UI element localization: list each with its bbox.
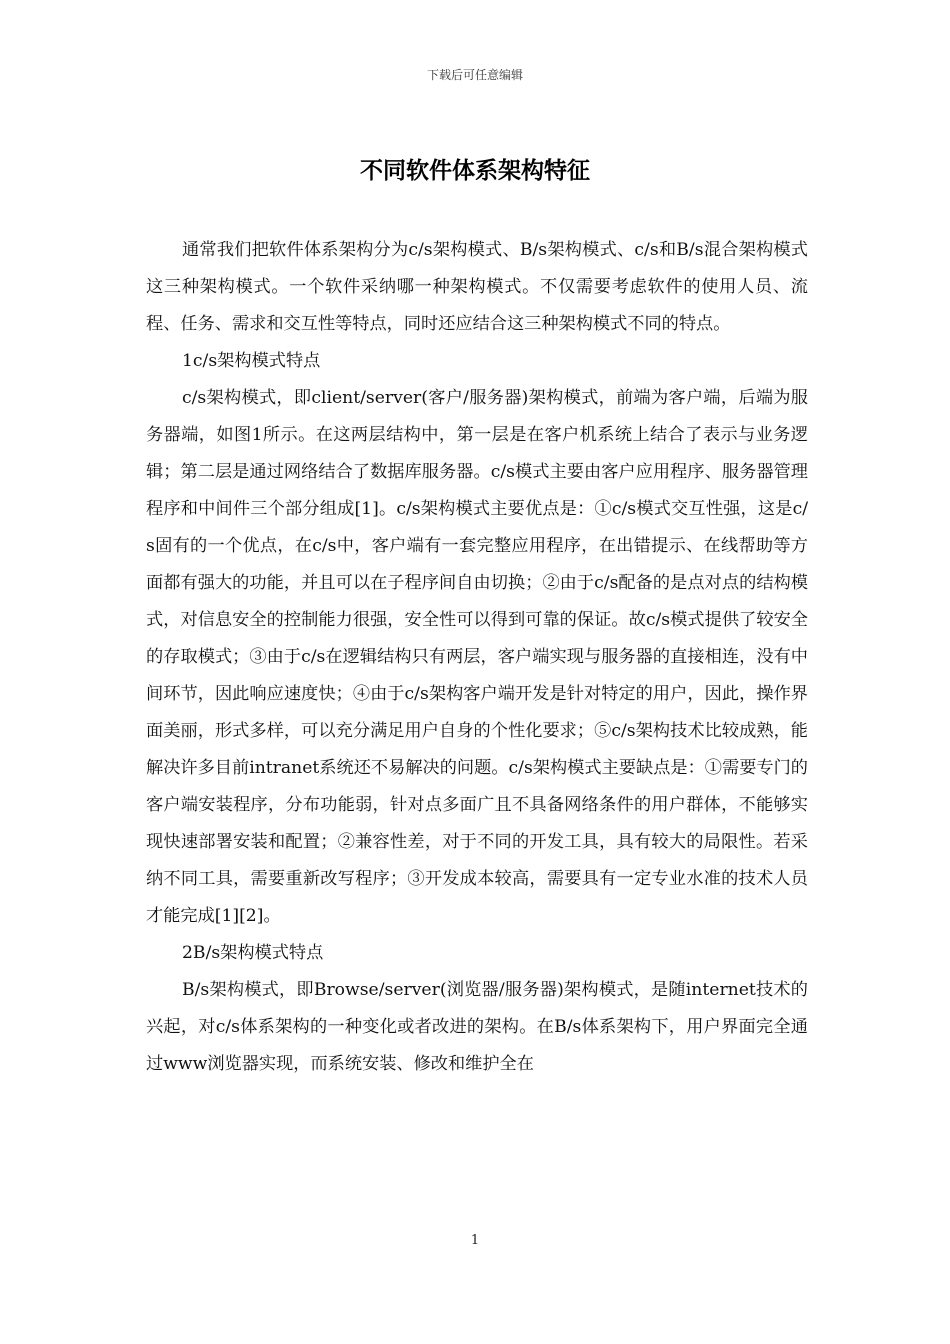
section-2-heading: 2B/s架构模式特点 xyxy=(182,943,324,963)
section-2-paragraph: B/s架构模式，即Browse/server(浏览器/服务器)架构模式，是随internet技术的兴起，对c/s体系架构的一种变化或者改进的架构。在B/s体系架构下，用户界面完全通过www浏览器实现，而系统安装、修改和维护全在 xyxy=(146,980,808,1074)
section-1-heading: 1c/s架构模式特点 xyxy=(182,351,321,371)
document-title: 不同软件体系架构特征 xyxy=(360,157,590,184)
intro-paragraph: 通常我们把软件体系架构分为c/s架构模式、B/s架构模式、c/s和B/s混合架构模式这三种架构模式。一个软件采纳哪一种架构模式。不仅需要考虑软件的使用人员、流程、任务、需求和交互性等特点，同时还应结合这三种架构模式不同的特点。 xyxy=(146,240,808,334)
page-header-note: 下载后可任意编辑 xyxy=(426,68,523,82)
page-number: 1 xyxy=(470,1233,480,1248)
section-1-paragraph: c/s架构模式，即client/server(客户/服务器)架构模式，前端为客户端，后端为服务器端，如图1所示。在这两层结构中，第一层是在客户机系统上结合了表示与业务逻辑；第二层是通过网络结合了数据库服务器。c/s模式主要由客户应用程序、服务器管理程序和中间件三个部分组成[1]。c/s架构模式主要优点是：①c/s模式交互性强，这是c/s固有的一个优点，在c/s中，客户端有一套完整应用程序，在出错提示、在线帮助等方面都有强大的功能，并且可以在子程序间自由切换；②由于c/s配备的是点对点的结构模式，对信息安全的控制能力很强，安全性可以得到可靠的保证。故c/s模式提供了较安全的存取模式；③由于c/s在逻辑结构只有两层，客户端实现与服务器的直接相连，没有中间环节，因此响应速度快；④由于c/s架构客户端开发是针对特定的用户，因此，操作界面美丽，形式多样，可以充分满足用户自身的个性化要求；⑤c/s架构技术比较成熟，能解决许多目前intranet系统还不易解决的问题。c/s架构模式主要缺点是：①需要专门的客户端安装程序，分布功能弱，针对点多面广且不具备网络条件的用户群体，不能够实现快速部署安装和配置；②兼容性差，对于不同的开发工具，具有较大的局限性。若采纳不同工具，需要重新改写程序；③开发成本较高，需要具有一定专业水准的技术人员才能完成[1][2]。 xyxy=(146,388,808,926)
document-body xyxy=(146,232,808,1083)
